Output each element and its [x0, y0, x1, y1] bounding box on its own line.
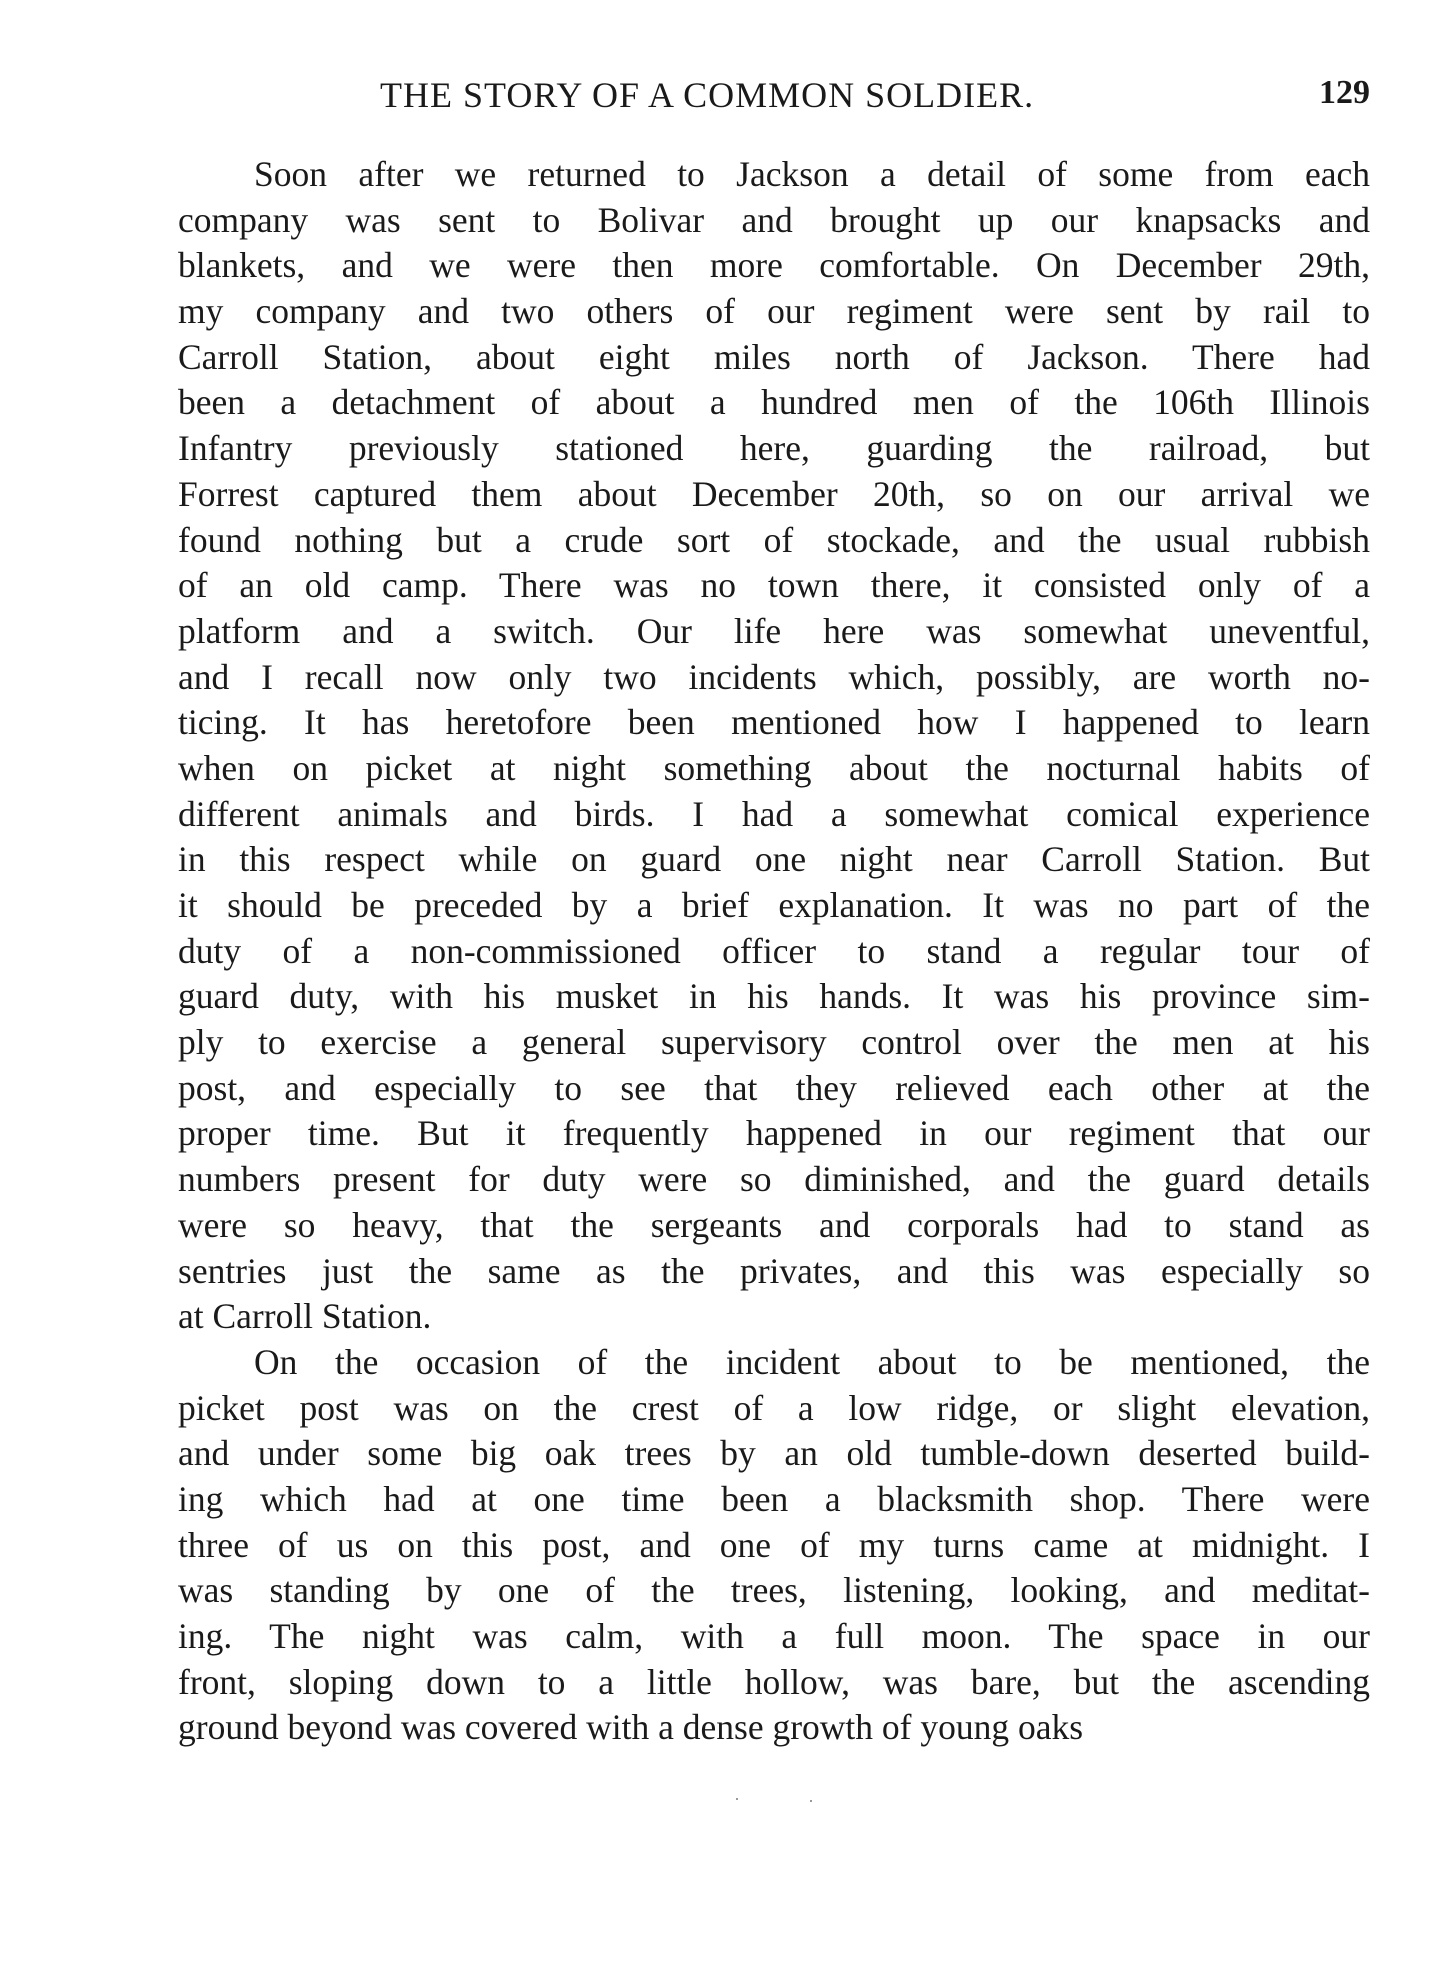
text-line: found nothing but a crude sort of stockade, and the usual rubbish [178, 519, 1370, 560]
paragraph [178, 152, 1370, 1340]
text-line: ing. The night was calm, with a full moon. The space in our [178, 1616, 1370, 1656]
text-line: been a detachment of about a hundred men of the 106th Illinois [178, 382, 1370, 423]
text-line: numbers present for duty were so diminished, and the guard details [178, 1159, 1370, 1200]
text-line: picket post was on the crest of a low ridge, or slight elevation, [178, 1387, 1370, 1428]
text-line: guard duty, with his musket in his hands. It was his province sim- [178, 976, 1370, 1017]
text-line: On the occasion of the incident about to be mentioned, the [254, 1341, 1370, 1382]
text-line: it should be preceded by a brief explanation. It was no part of the [178, 885, 1370, 925]
text-line: post, and especially to see that they relieved each other at the [178, 1067, 1370, 1108]
text-line: were so heavy, that the sergeants and corporals had to stand as [178, 1204, 1370, 1245]
text-line: sentries just the same as the privates, and this was especially so [178, 1250, 1370, 1291]
text-line: duty of a non-commissioned officer to stand a regular tour of [178, 930, 1370, 971]
paragraph [178, 1340, 1370, 1751]
text-line: Forrest captured them about December 20th, so on our arrival we [178, 473, 1370, 514]
text-line: my company and two others of our regiment were sent by rail to [178, 291, 1370, 332]
text-line: of an old camp. There was no town there, it consisted only of a [178, 565, 1370, 606]
text-line: and under some big oak trees by an old tumble-down deserted build- [178, 1433, 1370, 1474]
text-line: front, sloping down to a little hollow, was bare, but the ascending [178, 1661, 1370, 1702]
text-line: blankets, and we were then more comfortable. On December 29th, [178, 245, 1370, 286]
text-line: Infantry previously stationed here, guarding the railroad, but [178, 428, 1370, 469]
text-line: proper time. But it frequently happened in our regiment that our [178, 1113, 1370, 1154]
text-line: ticing. It has heretofore been mentioned how I happened to learn [178, 702, 1370, 743]
running-title: THE STORY OF A COMMON SOLDIER. [380, 75, 1035, 115]
text-line: three of us on this post, and one of my turns came at midnight. I [178, 1524, 1370, 1565]
text-line: ing which had at one time been a blacksmith shop. There were [178, 1478, 1370, 1519]
text-line: at Carroll Station. [178, 1296, 432, 1337]
text-line: platform and a switch. Our life here was somewhat uneventful, [178, 610, 1370, 651]
text-line: and I recall now only two incidents which, possibly, are worth no- [178, 656, 1370, 697]
text-line: in this respect while on guard one night near Carroll Station. But [178, 839, 1370, 880]
scan-speck [736, 1798, 738, 1800]
text-line: when on picket at night something about the nocturnal habits of [178, 747, 1370, 788]
text-line: Carroll Station, about eight miles north of Jackson. There had [178, 336, 1370, 377]
text-line: ply to exercise a general supervisory control over the men at his [178, 1022, 1370, 1063]
scan-speck [810, 1800, 812, 1802]
text-line: Soon after we returned to Jackson a detail of some from each [254, 154, 1370, 194]
text-line: was standing by one of the trees, listening, looking, and meditat- [178, 1570, 1370, 1611]
text-line: different animals and birds. I had a somewhat comical experience [178, 793, 1370, 834]
page-body [178, 152, 1370, 1751]
page-number: 129 [1319, 74, 1370, 111]
running-header [380, 74, 1370, 124]
text-line: company was sent to Bolivar and brought up our knapsacks and [178, 199, 1370, 240]
text-line: ground beyond was covered with a dense growth of young oaks [178, 1707, 1084, 1748]
